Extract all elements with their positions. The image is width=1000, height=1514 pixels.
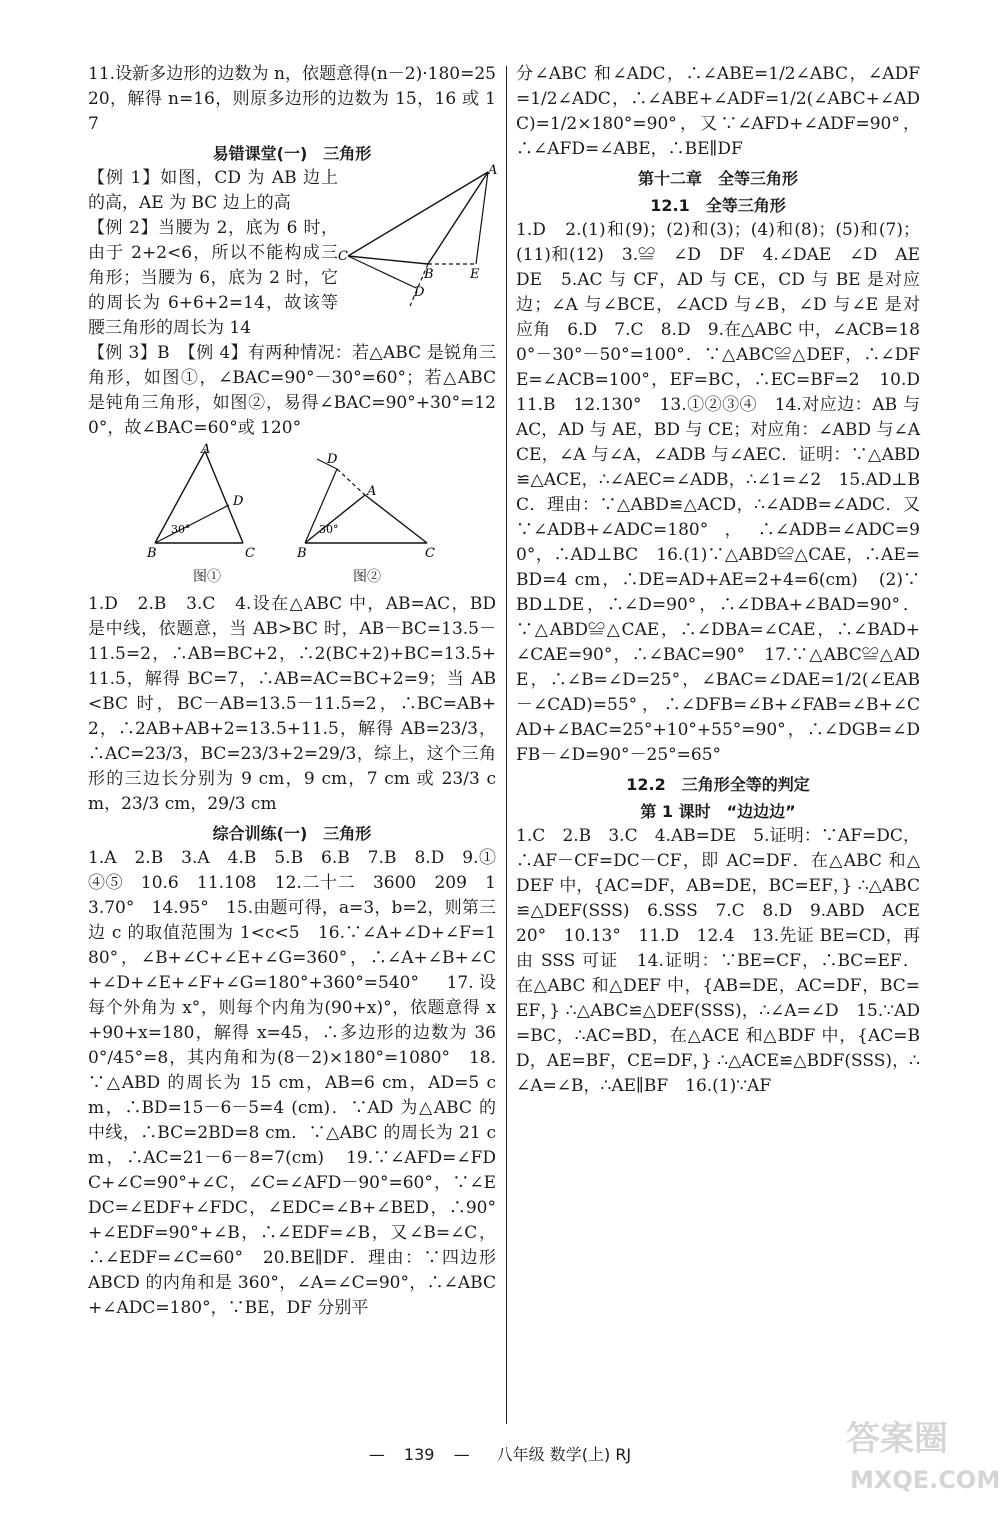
chapter-heading: 第十二章 全等三角形 [637, 169, 798, 188]
example-block [88, 163, 498, 341]
lesson-heading: 第 1 课时 “边边边” [640, 802, 796, 821]
figure-2-caption: 图② [353, 569, 381, 585]
watermark-logo [840, 1410, 1000, 1500]
svg-text:C: C [338, 249, 348, 264]
answer-paragraph: 1.C 2.B 3.C 4.AB=DE 5.证明：∵AF=DC，∴AF－CF=DC－CF，即 AC=DF．在△ABC 和△DEF 中，{AC=DF，AB=DE，BC=EF，} ∴△ABC≌△DEF(SSS) 6.SSS 7.C 8.D 9.ABD ACE 20° 10.13° 11.D 12.4 13.先证 BE=CD，再由 SSS 可证 14.证明：∵BE=CF，∴BC=EF．在△ABC 和△DEF 中，{AB=DE，AC=DF，BC=EF，} ∴△ABC≌△DEF(SSS)，∴∠A=∠D 15.∵AD=BC，∴AC=BD，在△ACE 和△BDF 中，{AC=BD，AE=BF，CE=DF，} ∴△ACE≌△BDF(SSS)，∴∠A=∠B，∴AE∥BF 16.(1)∵AF [516, 826, 937, 1096]
triangle-figure-example-1 [338, 163, 498, 316]
svg-text:D: D [327, 452, 338, 467]
example-2: 【例 2】当腰为 2，底为 6 时，由于 2+2<6，所以不能构成三角形；当腰为 6，底为 2 时，它的周长为 6+6+2=14，故该等腰三角形的周长为 14 [88, 218, 338, 338]
section-heading: 易错课堂(一) 三角形 [212, 144, 372, 163]
figure-1-caption: 图① [193, 569, 221, 585]
acute-triangle-figure [147, 442, 267, 562]
figure-2 [297, 447, 437, 586]
figure-1 [147, 442, 267, 586]
svg-text:B: B [147, 546, 157, 561]
svg-text:B: B [297, 546, 307, 561]
footer-dash: — [368, 1445, 385, 1464]
answer-paragraph: 1.D 2.(1)和(9)；(2)和(3)；(4)和(8)；(5)和(7)；(11)和(12) 3.≌ ∠D DF 4.∠DAE ∠D AE DE 5.AC 与 CF，AD 与 CE，CD 与 BE 是对应边；∠A 与∠BCE，∠ACD 与∠B，∠D 与∠E 是对应角 6.D 7.C 8.D 9.在△ABC 中，∠ACB=180°－30°－50°=100°．∵△ABC≌△DEF，∴∠DFE=∠ACB=100°，EF=BC，∴EC=BF=2 10.D 11.B 12.130° 13.①②③④ 14.对应边：AB 与 AC，AD 与 AE，BD 与 CE；对应角：∠ABD 与∠ACE，∠A 与∠A，∠ADB 与∠AEC．证明：∵△ABD≌△ACE，∴∠AEC=∠ADB，∴∠1=∠2 15.AD⊥BC．理由：∵△ABD≌△ACD，∴∠ADB=∠ADC．又∵∠ADB+∠ADC=180°，∴∠ADB=∠ADC=90°，∴AD⊥BC 16.(1)∵△ABD≌△CAE，∴AE=BD=4 cm，∴DE=AD+AE=2+4=6(cm) (2)∵BD⊥DE，∴∠D=90°，∴∠DBA+∠BAD=90°．∵△ABD≌△CAE，∴∠DBA=∠CAE，∴∠BAD+∠CAE=90°，∴∠BAC=90° 17.∵△ABC≌△ADE，∴∠B=∠D=25°，∠BAC=∠DAE=1/2(∠EAB－∠CAD)=55°，∴∠DFB=∠B+∠FAB=∠B+∠CAD+∠BAC=25°+10°+55°=90°，∴∠DGB=∠DFB－∠D=90°－25°=65° [516, 220, 937, 765]
svg-text:A: A [488, 163, 498, 178]
answer-paragraph: 1.A 2.B 3.A 4.B 5.B 6.B 7.B 8.D 9.①④⑤ 10.6 11.108 12.二十二 3600 209 13.70° 14.95° 15.由题可得，a=3，b=2，则第三边 c 的取值范围为 1<c<5 16.∵∠A+∠D+∠F=180°，∠B+∠C+∠E+∠G=360°，∴∠A+∠B+∠C+∠D+∠E+∠F+∠G=180°+360°=540° 17.设每个外角为 x°，则每个内角为(90+x)°，依题意得 x+90+x=180，解得 x=45，∴多边形的边数为 360°/45°=8，其内角和为(8－2)×180°=1080° 18.∵△ABD 的周长为 15 cm，AB=6 cm，AD=5 cm，∴BD=15－6－5=4 (cm)．∵AD 为△ABC 的中线，∴BC=2BD=8 cm．∵△ABC 的周长为 21 cm，∴AC=21－6－8=7(cm) 19.∵∠AFD=∠FDC+∠C=90°+∠C，∠C=∠AFD－90°=60°，∵∠EDC=∠EDF+∠FDC，∠EDC=∠B+∠BED，∴90°+∠EDF=90°+∠B，∴∠EDF=∠B，又∠B=∠C，∴∠EDF=∠C=60° 20.BE∥DF．理由：∵四边形 ABCD 的内角和是 360°，∠A=∠C=90°，∴∠ABC+∠ADC=180°，∵BE，DF 分别平 [88, 848, 496, 1318]
section-heading: 12.1 全等三角形 [650, 196, 786, 215]
example-1: 【例 1】如图，CD 为 AB 边上的高，AE 为 BC 边上的高 [88, 168, 338, 213]
svg-text:A: A [367, 484, 377, 499]
footer-dash: — [453, 1445, 470, 1464]
svg-text:E: E [470, 267, 480, 282]
answer-paragraph: 11.设新多边形的边数为 n，依题意得(n－2)·180=2520，解得 n=16，则原多边形的边数为 15，16 或 17 [88, 64, 496, 134]
left-column [88, 62, 496, 1321]
watermark-text: 答案圈 [846, 1419, 948, 1459]
watermark-url: MXQE.COM [850, 1466, 1000, 1494]
svg-text:D: D [233, 494, 244, 509]
figures-row [88, 442, 496, 586]
svg-text:30°: 30° [319, 523, 339, 536]
svg-text:C: C [425, 546, 435, 561]
answer-paragraph: 1.D 2.B 3.C 4.设在△ABC 中，AB=AC，BD 是中线，依题意，当 AB>BC 时，AB－BC=13.5－11.5=2，∴AB=BC+2，∴2(BC+2)+BC=13.5+11.5，解得 BC=7，∴AB=AC=BC+2=9；当 AB<BC 时，BC－AB=13.5－11.5=2，∴BC=AB+2，∴2AB+AB+2=13.5+11.5，解得 AB=23/3，∴AC=23/3，BC=23/3+2=29/3，综上，这个三角形的三边长分别为 9 cm，9 cm，7 cm 或 23/3 cm，23/3 cm，29/3 cm [88, 594, 496, 814]
column-divider [506, 66, 507, 1424]
svg-text:B: B [424, 267, 434, 282]
answer-paragraph: 分∠ABC 和∠ADC，∴∠ABE=1/2∠ABC，∠ADF=1/2∠ADC，∴∠ABE+∠ADF=1/2(∠ABC+∠ADC)=1/2×180°=90°，又∵∠AFD+∠ADF=90°，∴∠AFD=∠ABE，∴BE∥DF [516, 64, 920, 159]
svg-text:A: A [201, 442, 211, 457]
section-heading: 12.2 三角形全等的判定 [626, 775, 810, 794]
book-label: 八年级 数学(上) RJ [496, 1445, 632, 1464]
right-column [516, 62, 937, 1099]
svg-text:30°: 30° [171, 523, 191, 536]
section-heading: 综合训练(一) 三角形 [212, 824, 372, 843]
example-3-4: 【例 3】B 【例 4】有两种情况：若△ABC 是锐角三角形，如图①，∠BAC=90°－30°=60°；若△ABC 是钝角三角形，如图②，易得∠BAC=90°+30°=120°，故∠BAC=60°或 120° [88, 343, 496, 438]
obtuse-triangle-figure [297, 447, 437, 562]
svg-text:C: C [245, 546, 255, 561]
page-number: 139 [403, 1445, 435, 1464]
svg-text:D: D [414, 285, 425, 300]
